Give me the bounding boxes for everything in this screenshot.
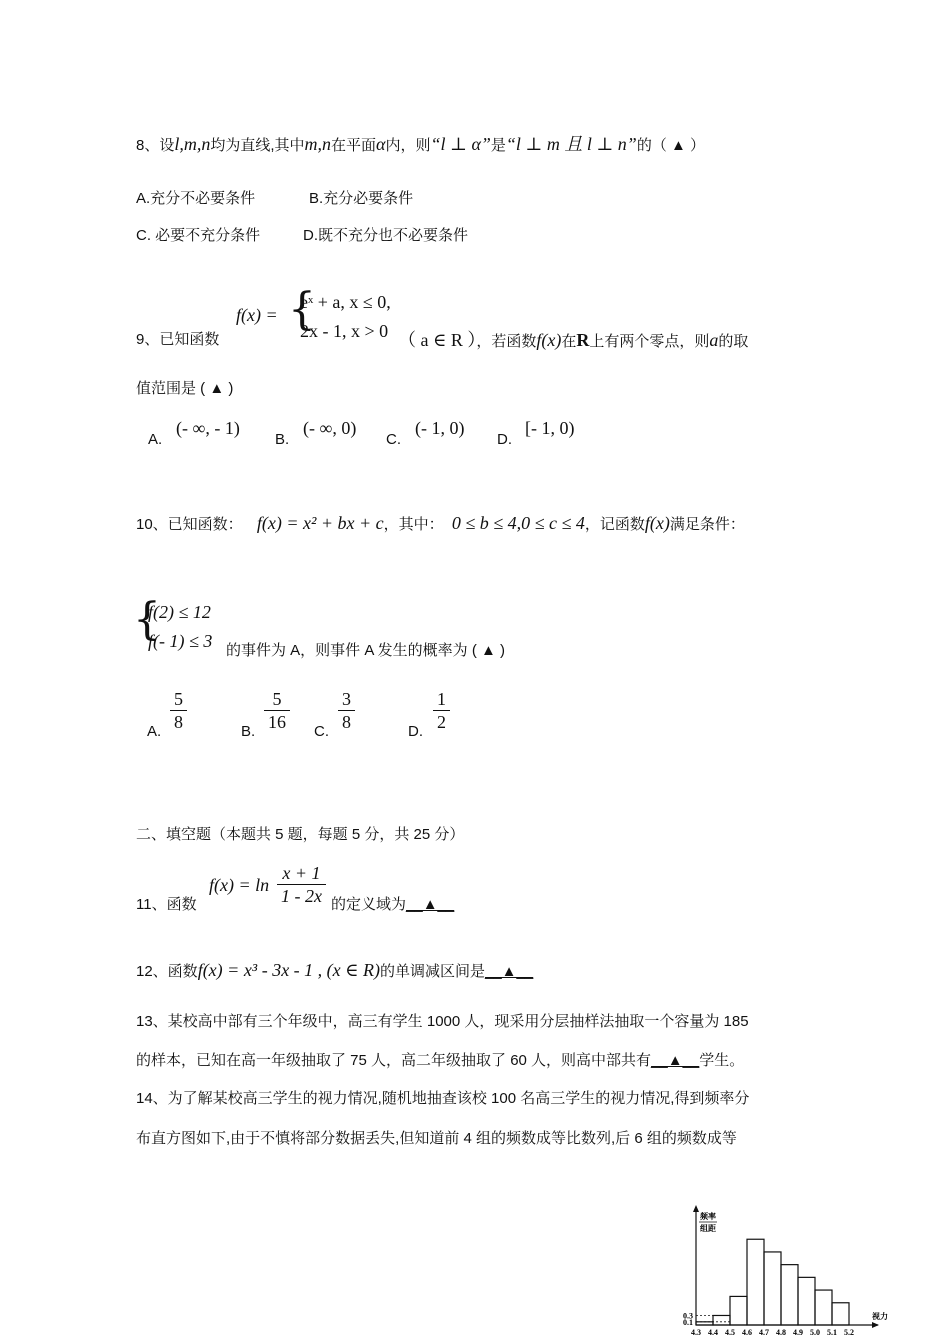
q9-text2: 在 xyxy=(561,333,577,350)
frequency-histogram xyxy=(670,1203,890,1341)
x-tick-label: 4.9 xyxy=(793,1328,803,1337)
q9-optD-label: D. xyxy=(497,431,512,448)
q12-text: 的单调减区间是 xyxy=(379,963,485,980)
q11-den: 1 - 2x xyxy=(277,884,326,907)
q10-optD-den: 2 xyxy=(433,710,450,733)
histogram-bar xyxy=(815,1290,832,1325)
q9-optD: [- 1, 0) xyxy=(525,418,575,438)
q9-optC-label: C. xyxy=(386,431,401,448)
q10-fx: f(x) = x² + bx + c xyxy=(256,513,384,533)
q10-optA-den: 8 xyxy=(170,710,187,733)
q11-fx: f(x) = ln xyxy=(209,875,270,895)
x-tick-label: 4.8 xyxy=(776,1328,786,1337)
x-tick-label: 4.5 xyxy=(725,1328,735,1337)
q13-blank: __▲__ xyxy=(651,1052,700,1069)
histogram-bar xyxy=(713,1315,730,1325)
x-tick-label: 4.3 xyxy=(691,1328,701,1337)
histogram-bar xyxy=(730,1296,747,1325)
q10-optD-fraction xyxy=(433,688,450,733)
histogram-bar xyxy=(747,1239,764,1325)
x-tick-label: 5.2 xyxy=(844,1328,854,1337)
q9-text3: 上有两个零点，则 xyxy=(589,333,710,350)
q10-optB-label: B. xyxy=(241,723,256,740)
histogram-bar xyxy=(696,1322,713,1325)
histogram-axes xyxy=(693,1205,879,1328)
q9-optA-label: A. xyxy=(148,431,163,448)
x-axis-arrow xyxy=(872,1322,879,1328)
x-tick-label: 4.7 xyxy=(759,1328,769,1337)
q8-text2: 在平面 xyxy=(331,137,377,154)
q10-optB-den: 16 xyxy=(264,710,290,733)
q8-option-a: A.充分不必要条件 xyxy=(136,190,256,207)
q9-fx: f(x) = xyxy=(236,305,278,325)
q10-fx2: f(x) xyxy=(644,513,670,533)
q8-prefix: 8、设 xyxy=(136,137,175,154)
q10-optA-fraction xyxy=(170,688,187,733)
q11-fraction xyxy=(277,862,326,907)
q11-num: x + 1 xyxy=(282,863,321,883)
q8-text1: 均为直线,其中 xyxy=(210,137,305,154)
section2-title: 二、填空题（本题共 5 题，每题 5 分，共 25 分） xyxy=(136,826,465,843)
y-tick-label: 0.1 xyxy=(683,1317,693,1327)
q8-line xyxy=(136,134,705,156)
q9-text1: ，若函数 xyxy=(476,333,537,350)
q10-optB-fraction xyxy=(264,688,290,733)
q9-line2: 值范围是 ( ▲ ) xyxy=(136,380,234,397)
q11-prefix: 11、函数 xyxy=(136,896,197,913)
q10-optC-fraction xyxy=(338,688,355,733)
q8-vars: l,m,n xyxy=(174,134,211,154)
q9-rest xyxy=(398,330,748,352)
x-tick-label: 4.4 xyxy=(708,1328,718,1337)
q9-text4: 的取 xyxy=(718,333,749,350)
q8-option-c: C. 必要不充分条件 xyxy=(136,227,261,244)
q10-optA-num: 5 xyxy=(174,689,183,709)
q14-line1: 14、为了解某校高三学生的视力情况,随机地抽查该校 100 名高三学生的视力情况,得到频率分 xyxy=(136,1090,750,1107)
q11-text: 的定义域为 xyxy=(331,896,407,913)
q10-text2: ，记函数 xyxy=(584,516,645,533)
histogram-bar xyxy=(798,1277,815,1325)
x-axis-label: 视力 xyxy=(872,1312,888,1321)
q10-optD-num: 1 xyxy=(437,689,446,709)
q10-line xyxy=(136,513,745,535)
histogram-bars xyxy=(696,1239,849,1325)
q10-optC-num: 3 xyxy=(342,689,351,709)
q10-optC-label: C. xyxy=(314,723,329,740)
q13-line2-text: 的样本，已知在高一年级抽取了 75 人，高二年级抽取了 60 人，则高中部共有 xyxy=(136,1052,652,1069)
q10-text3: 满足条件： xyxy=(669,516,745,533)
q13-line2-end: 学生。 xyxy=(699,1052,745,1069)
q9-a: a xyxy=(709,330,719,350)
q9-case1: eˣ + a, x ≤ 0, xyxy=(300,292,391,312)
q12-line xyxy=(136,960,533,982)
q11-tail xyxy=(331,895,454,915)
q12-fx: f(x) = x³ - 3x - 1 , (x ∈ R) xyxy=(197,960,380,980)
y-tick-label: 0.3 xyxy=(683,1311,693,1321)
q8-text5: 的（ ▲ ） xyxy=(636,137,705,154)
y-axis-label-top: 频率 xyxy=(700,1212,716,1221)
q13-line2 xyxy=(136,1051,744,1071)
q8-alpha: α xyxy=(376,134,386,154)
q9-param: （ a ∈ R ） xyxy=(398,330,477,350)
histogram-bar xyxy=(832,1303,849,1325)
q12-prefix: 12、函数 xyxy=(136,963,198,980)
q9-optB-label: B. xyxy=(275,431,290,448)
q10-brace: { xyxy=(133,594,161,645)
q10-optA-label: A. xyxy=(147,723,162,740)
x-tick-label: 5.0 xyxy=(810,1328,820,1337)
q10-optD-label: D. xyxy=(408,723,423,740)
q9-brace: { xyxy=(288,284,316,335)
q8-option-b: B.充分必要条件 xyxy=(309,190,414,207)
q8-option-d: D.既不充分也不必要条件 xyxy=(303,227,469,244)
q8-cond2: “l ⊥ m 且 l ⊥ n” xyxy=(505,134,637,154)
q9-case2: 2x - 1, x > 0 xyxy=(300,321,389,341)
q10-text4: 的事件为 A，则事件 A 发生的概率为 ( ▲ ) xyxy=(226,642,506,659)
q10-range: 0 ≤ b ≤ 4,0 ≤ c ≤ 4 xyxy=(451,513,585,533)
q11-blank: __▲__ xyxy=(406,896,455,913)
q9-optC: (- 1, 0) xyxy=(415,418,465,438)
q10-prefix: 10、已知函数： xyxy=(136,516,243,533)
x-tick-label: 5.1 xyxy=(827,1328,837,1337)
q14-line2: 布直方图如下,由于不慎将部分数据丢失,但知道前 4 组的频数成等比数列,后 6 组的频数成等 xyxy=(136,1130,737,1147)
q10-optC-den: 8 xyxy=(338,710,355,733)
q10-text1: ，其中： xyxy=(383,516,444,533)
q13-line1: 13、某校高中部有三个年级中，高三有学生 1000 人，现采用分层抽样法抽取一个容量为 185 xyxy=(136,1013,749,1030)
q10-optB-num: 5 xyxy=(272,689,282,709)
q9-fx2: f(x) xyxy=(536,330,562,350)
histogram-bar xyxy=(781,1265,798,1325)
q8-text4: 是 xyxy=(490,137,506,154)
x-tick-label: 4.6 xyxy=(742,1328,752,1337)
q9-prefix: 9、已知函数 xyxy=(136,331,220,348)
histogram-labels xyxy=(683,1211,888,1337)
histogram-bar xyxy=(764,1252,781,1325)
q12-blank: __▲__ xyxy=(485,963,534,980)
q9-optB: (- ∞, 0) xyxy=(303,418,357,438)
y-axis-label-bottom: 组距 xyxy=(700,1224,716,1233)
q8-text3: 内，则 xyxy=(385,137,431,154)
q8-cond1: “l ⊥ α” xyxy=(430,134,491,154)
q10-cond2: f(- 1) ≤ 3 xyxy=(148,631,213,651)
q9-optA: (- ∞, - 1) xyxy=(176,418,240,438)
y-axis-arrow xyxy=(693,1205,699,1212)
q8-mn: m,n xyxy=(304,134,332,154)
q10-cond1: f(2) ≤ 12 xyxy=(148,602,211,622)
q9-R: R xyxy=(576,330,590,350)
